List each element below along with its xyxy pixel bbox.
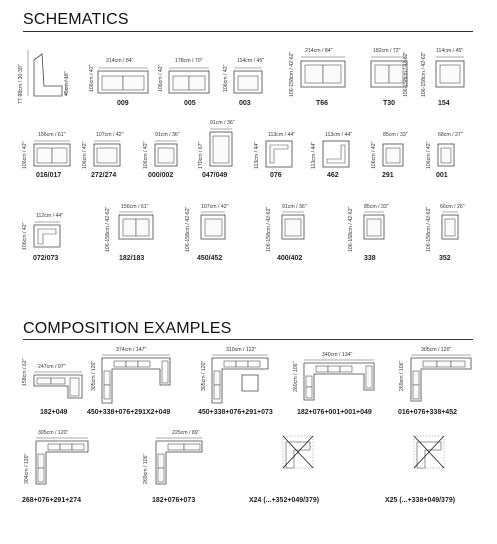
code-label: X25 (...+338+049/379) <box>385 497 456 504</box>
depth-label: 269cm / 106" <box>143 453 149 484</box>
width-label: 91cm / 36" <box>155 132 180 138</box>
composition-drawing <box>140 428 210 488</box>
width-label: 214cm / 84" <box>305 48 333 54</box>
width-label: 225cm / 89" <box>172 430 200 436</box>
code-label: 182/183 <box>119 255 145 262</box>
depth-label: 170cm / 67" <box>198 141 204 169</box>
armrest-001-drawing <box>424 129 464 169</box>
crossed-out-drawing <box>250 428 340 488</box>
width-label: 340cm / 134" <box>322 352 353 358</box>
width-label: 114cm / 45" <box>436 48 464 54</box>
width-label: 310cm / 122" <box>226 347 257 353</box>
width-label: 66cm / 26" <box>440 204 465 210</box>
code-label: 182+076+001+001+049 <box>297 409 372 416</box>
depth-label: 304cm / 120" <box>24 453 30 484</box>
code-label: 072/073 <box>33 255 59 262</box>
width-label: 156cm / 61" <box>121 204 149 210</box>
crossed-out-drawing <box>378 428 468 488</box>
seat-338-drawing <box>346 196 396 248</box>
schematics-divider <box>23 31 473 32</box>
code-label: 462 <box>327 172 339 179</box>
width-label: 112cm / 44" <box>36 213 64 219</box>
depth-label: 113cm / 44" <box>254 141 260 169</box>
width-label: 305cm / 120" <box>421 347 452 353</box>
depth-label: 269cm / 106" <box>399 360 405 391</box>
schematics-heading: SCHEMATICS <box>23 11 129 28</box>
width-label: 156cm / 61" <box>38 132 66 138</box>
code-label: 450+338+076+291+073 <box>198 409 273 416</box>
sofa-154-drawing <box>420 45 470 97</box>
code-label: 003 <box>239 100 251 107</box>
depth-label: 106-158cm / 42-62" <box>266 206 272 252</box>
composition-drawing <box>20 362 90 402</box>
code-label: 016/017 <box>36 172 62 179</box>
width-label: 113cm / 44" <box>325 132 353 138</box>
width-label: 178cm / 70" <box>175 58 203 64</box>
depth-label: 106cm / 42" <box>22 222 28 250</box>
corner-072-drawing <box>20 210 70 250</box>
depth-label-T30: 106-158cm / 42-62" <box>403 51 409 97</box>
sofa-450-drawing <box>183 196 233 248</box>
chaise-047-drawing <box>196 117 241 169</box>
width-label: 107cm / 42" <box>201 204 229 210</box>
sofa-400-drawing <box>264 196 314 248</box>
depth-label: 106cm / 42" <box>82 141 88 169</box>
sofa-016-drawing <box>20 129 80 169</box>
width-label: 247cm / 97" <box>38 364 66 370</box>
width-label: 91cm / 36" <box>282 204 307 210</box>
composition-drawing <box>397 345 477 405</box>
code-label: 154 <box>438 100 450 107</box>
depth-label: 305cm / 120" <box>91 360 97 391</box>
depth-label: 106cm / 42" <box>371 141 377 169</box>
code-label: 016+076+338+452 <box>398 409 457 416</box>
composition-drawing <box>88 345 178 405</box>
code-label: 001 <box>436 172 448 179</box>
depth-label: 260cm / 106" <box>293 361 299 392</box>
code-label: 047/049 <box>202 172 228 179</box>
corner-462-drawing <box>309 129 359 169</box>
depth-label: 106cm / 42" <box>223 64 229 92</box>
depth-label: 106-158cm / 42-62" <box>426 206 432 252</box>
depth-label: 106-158cm / 42-62" <box>348 206 354 252</box>
sofa-000-drawing <box>141 129 186 169</box>
seat-291-drawing <box>369 129 409 169</box>
depth-label: 106cm / 42" <box>89 64 95 92</box>
width-label: 305cm / 120" <box>38 430 69 436</box>
depth-label: 158cm / 62" <box>22 358 28 386</box>
seat-height-label: 45cm / 18" <box>64 71 70 96</box>
code-label: 076 <box>270 172 282 179</box>
code-label: T30 <box>383 100 396 107</box>
depth-label: 106cm / 42" <box>158 64 164 92</box>
sofa-005-drawing <box>157 58 227 98</box>
code-label: 291 <box>382 172 394 179</box>
sofa-T66-drawing <box>287 45 357 97</box>
code-label: 450+338+076+291X2+049 <box>87 409 171 416</box>
width-label: 374cm / 147" <box>116 347 147 353</box>
code-label: 000/002 <box>148 172 174 179</box>
height-label: 77-98cm / 30-39" <box>18 64 24 104</box>
depth-label: 106-158cm / 42-62" <box>421 51 427 97</box>
sofa-182-drawing <box>103 196 163 248</box>
depth-label: 305cm / 120" <box>201 360 207 391</box>
code-label: 182+076+073 <box>152 497 196 504</box>
width-label: 91cm / 36" <box>210 120 235 126</box>
code-label: 272/274 <box>91 172 117 179</box>
code-label: 005 <box>184 100 196 107</box>
depth-label: 106-158cm / 42-62" <box>289 51 295 97</box>
depth-label: 106cm / 42" <box>22 141 28 169</box>
sofa-272-drawing <box>80 129 130 169</box>
width-label: 68cm / 27" <box>438 132 463 138</box>
depth-label: 106-158cm / 42-62" <box>105 206 111 252</box>
width-label: 182cm / 72" <box>373 48 401 54</box>
code-label: 400/402 <box>277 255 303 262</box>
width-label: 114cm / 45" <box>237 58 265 64</box>
width-label: 107cm / 42" <box>96 132 124 138</box>
composition-divider <box>23 339 473 340</box>
depth-label: 106cm / 42" <box>143 141 149 169</box>
composition-drawing <box>22 428 92 488</box>
composition-examples-heading: COMPOSITION EXAMPLES <box>23 320 232 337</box>
armrest-352-drawing <box>424 196 469 248</box>
width-label: 113cm / 44" <box>268 132 296 138</box>
sofa-009-drawing <box>86 58 166 98</box>
composition-drawing <box>290 350 380 405</box>
code-label: 268+076+291+274 <box>22 497 81 504</box>
code-label: 450/452 <box>197 255 223 262</box>
corner-076-drawing <box>252 129 302 169</box>
code-label: 352 <box>439 255 451 262</box>
code-label: 182+049 <box>40 409 68 416</box>
code-label: 338 <box>364 255 376 262</box>
depth-label: 106-158cm / 42-62" <box>185 206 191 252</box>
width-label: 85cm / 33" <box>383 132 408 138</box>
depth-label: 106cm / 42" <box>426 141 432 169</box>
width-label: 85cm / 33" <box>364 204 389 210</box>
side-profile-drawing <box>18 46 68 106</box>
sofa-003-drawing <box>222 58 272 98</box>
code-label: X24 (...+352+049/379) <box>249 497 320 504</box>
composition-drawing <box>198 345 278 405</box>
depth-label: 113cm / 44" <box>311 141 317 169</box>
code-label: T66 <box>316 100 329 107</box>
width-label: 214cm / 84" <box>106 58 134 64</box>
code-label: 009 <box>117 100 129 107</box>
